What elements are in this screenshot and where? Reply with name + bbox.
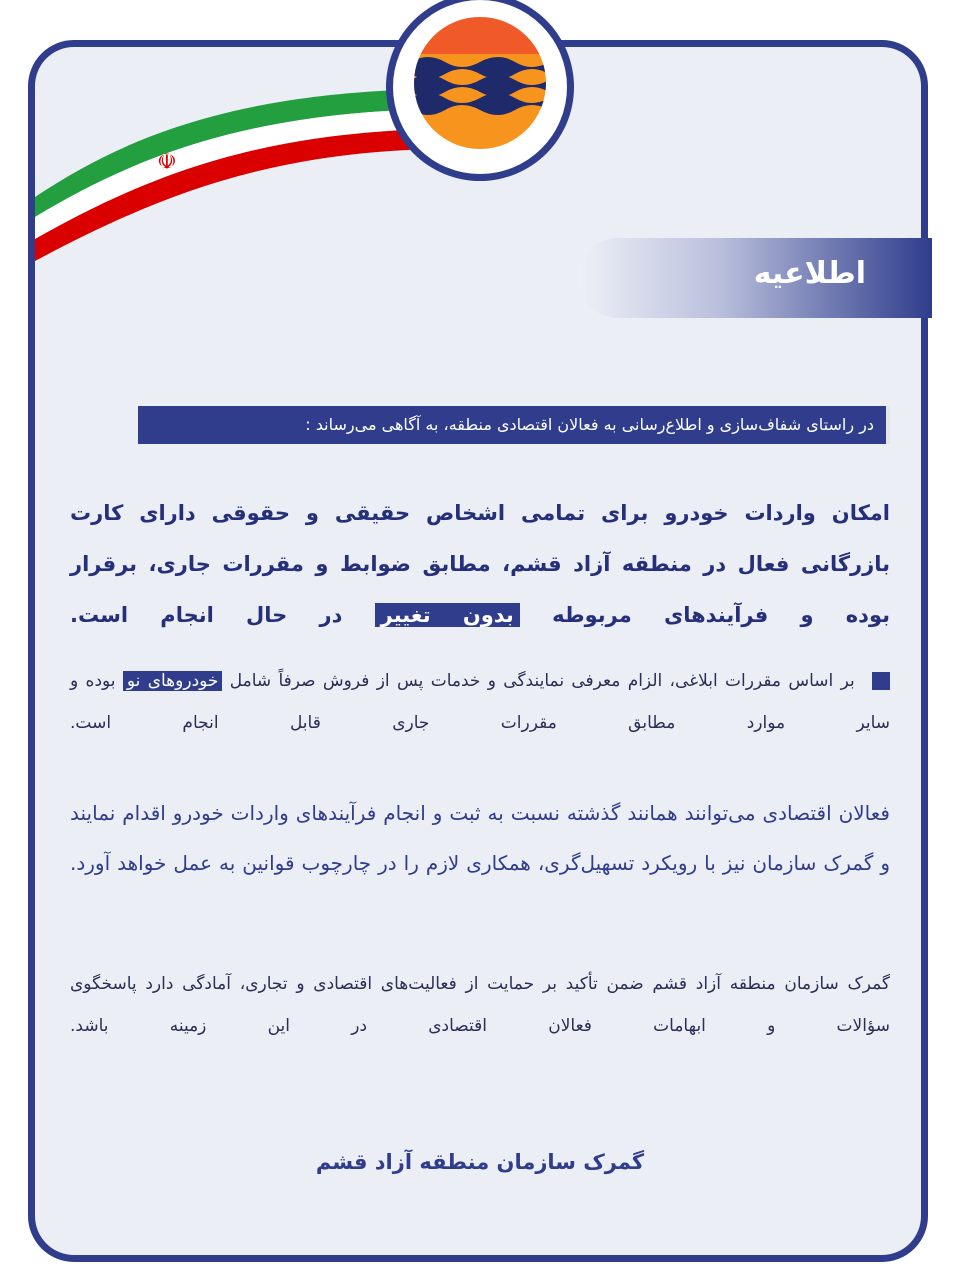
paragraph-2-highlight: خودروهای نو (123, 671, 223, 691)
signature: گمرک سازمان منطقه آزاد قشم (315, 1150, 645, 1174)
intro-banner: در راستای شفاف‌سازی و اطلاع‌رسانی به فعالان اقتصادی منطقه، به آگاهی می‌رساند : (138, 406, 890, 444)
paragraph-2-text: بر اساس مقررات ابلاغی، الزام معرفی نمایندگی و خدمات پس از فروش صرفاً شامل (229, 671, 855, 691)
paragraph-1-highlight: بدون تغییر (375, 603, 520, 627)
paragraph-1-text: امکان واردات خودرو برای تمامی اشخاص حقیقی و حقوقی دارای کارت بازرگانی فعال در منطقه آزاد قشم، مطابق ضوابط و مقررات جاری، برقرار بوده و فرآیندهای مربوطه (70, 501, 891, 627)
page-title: اطلاعیه (753, 256, 866, 291)
qeshm-free-zone-logo-icon (411, 14, 549, 152)
svg-text:☫: ☫ (157, 150, 177, 175)
paragraph-2-text-end: بوده و سایر موارد مطابق مقررات جاری قابل انجام است. (70, 671, 890, 733)
paragraph-1-text-end: در حال انجام است. (70, 603, 343, 627)
paragraph-4: گمرک سازمان منطقه آزاد قشم ضمن تأکید بر حمایت از فعالیت‌های اقتصادی و تجاری، آمادگی دارد پاسخگوی سؤالات و ابهامات فعالان اقتصادی در این زمینه باشد. (70, 974, 890, 1036)
iran-flag-ribbon-icon (35, 47, 455, 307)
paragraph-2 (70, 660, 890, 744)
notice-card (28, 40, 928, 1262)
square-bullet-icon (872, 672, 890, 690)
paragraph-1 (70, 488, 890, 641)
paragraph-3: فعالان اقتصادی می‌توانند همانند گذشته نسبت به ثبت و انجام فرآیندهای واردات خودرو اقدام نمایند و گمرک سازمان نیز با رویکرد تسهیل‌گری، همکاری لازم را در چارچوب قوانین به عمل خواهد آورد. (70, 801, 890, 875)
